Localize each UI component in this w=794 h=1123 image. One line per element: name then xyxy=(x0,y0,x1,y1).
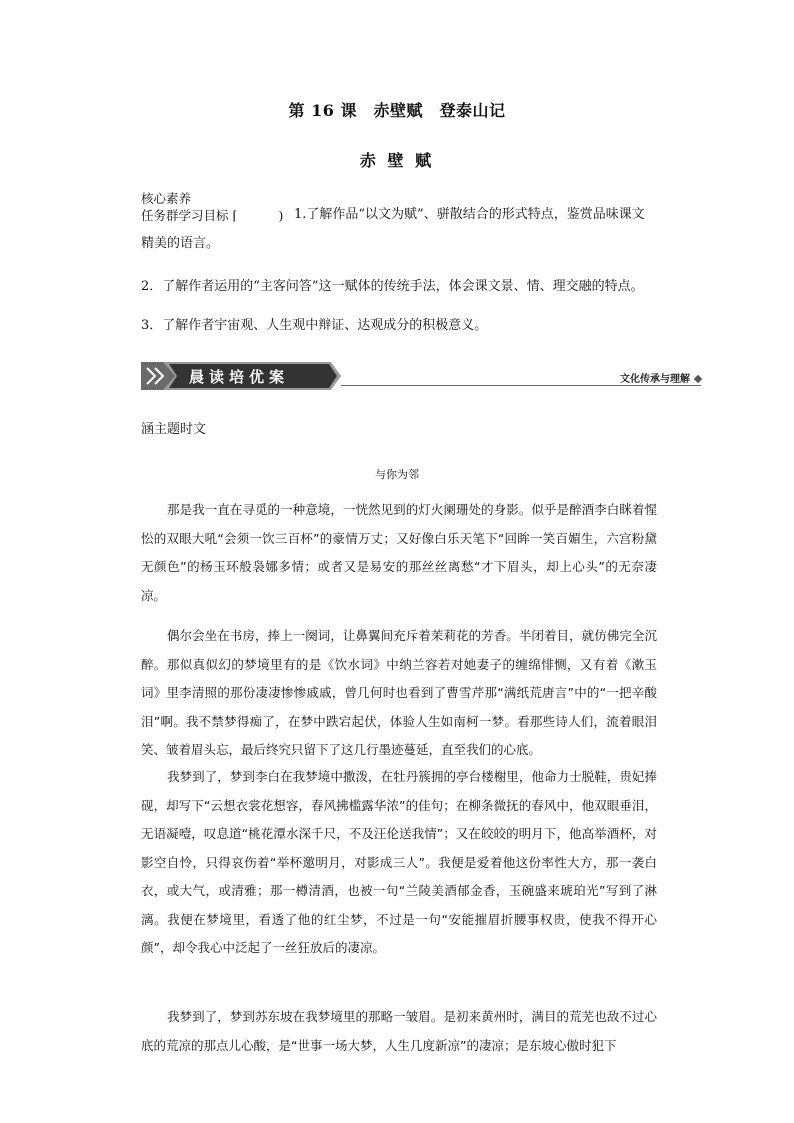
lesson-title: 第 16 课 赤壁赋 登泰山记 xyxy=(288,101,506,120)
section-label: 涵主题时文 xyxy=(141,422,207,437)
essay-paragraph-2: 偶尔会坐在书房，捧上一阕词，让鼻翼间充斥着茉莉花的芳香。半闭着目，就仿佛完全沉醉。那似真似幻的梦境里有的是《饮水词》中纳兰容若对她妻子的缠绵悱恻，又有着《漱玉词》里李清照的那份凄凄惨惨戚戚，曾几何时也看到了曹雪芹那“满纸荒唐言”中的“一把辛酸泪”啊。我不禁梦得痴了，在梦中跌宕起伏，体验人生如南柯一梦。看那些诗人们，流着眼泪笑、皱着眉头忘，最后终究只留下了这几行墨迹蔓延，直至我们的心底。 xyxy=(141,628,657,757)
objective-2: 2．了解作者运用的“主客问答”这一赋体的传统手法，体会课文景、情、理交融的特点。 xyxy=(141,279,644,294)
task-group-row xyxy=(141,207,283,224)
banner-label: 晨读培优案 xyxy=(189,368,290,386)
banner-right-text: 文化传承与理解 xyxy=(620,374,690,385)
essay-paragraph-1: 那是我一直在寻觅的一种意境，一恍然见到的灯火阑珊处的身影。似乎是醉酒李白眯着惺忪的双眼大吼“会须一饮三百杯”的豪情万丈；又好像白乐天笔下“回眸一笑百媚生，六宫粉黛无颜色”的杨玉环般袅娜多情；或者又是易安的那丝丝离愁“才下眉头，却上心头”的无奈凄凉。 xyxy=(141,502,657,603)
section-banner xyxy=(141,362,701,390)
essay-paragraph-4: 我梦到了，梦到苏东坡在我梦境里的那略一皱眉。是初来黄州时，满目的荒芜也敌不过心底的荒凉的那点儿心酸，是“世事一场大梦，人生几度新凉”的凄凉；是东坡心傲时犯下 xyxy=(141,1009,657,1053)
core-literacy-label: 核心素养 xyxy=(141,191,192,206)
essay-title: 与你为邻 xyxy=(375,468,419,481)
diamond-icon xyxy=(694,375,702,383)
banner-right-label xyxy=(620,370,701,385)
bracket-open: ⌈ xyxy=(232,208,238,223)
banner-divider xyxy=(341,385,701,386)
objective-3: 3．了解作者宇宙观、人生观中辩证、达观成分的积极意义。 xyxy=(141,318,488,333)
poem-title: 赤 壁 赋 xyxy=(359,151,435,170)
essay-paragraph-3: 我梦到了，梦到李白在我梦境中撒泼，在牡丹簇拥的亭台楼榭里，他命力士脱鞋，贵妃捧砚，却写下“云想衣裳花想容，春风拂槛露华浓”的佳句；在柳条微抚的春风中，他双眼垂泪，无语凝噎，叹息道“桃花潭水深千尺，不及汪伦送我情”；又在皎皎的明月下，他高举酒杯，对影空自怜，只得哀伤着“举杯邀明月，对影成三人”。我便是爱着他这份率性大方，那一袭白衣，或大气，或清雅；那一樽清酒，也被一句“兰陵美酒郁金香，玉碗盛来琥珀光”写到了淋漓。我便在梦境里，看透了他的红尘梦，不过是一句“安能摧眉折腰事权贵，使我不得开心颜”，却令我心中泛起了一丝狂放后的凄凉。 xyxy=(141,769,657,955)
bracket-close: ) xyxy=(278,208,284,223)
task-group-label: 任务群学习目标 xyxy=(141,208,229,223)
objective-1-line1: 1.了解作品“以文为赋”、骈散结合的形式特点，鉴赏品味课文 xyxy=(294,207,645,222)
objective-1-line2: 精美的语言。 xyxy=(141,236,220,251)
